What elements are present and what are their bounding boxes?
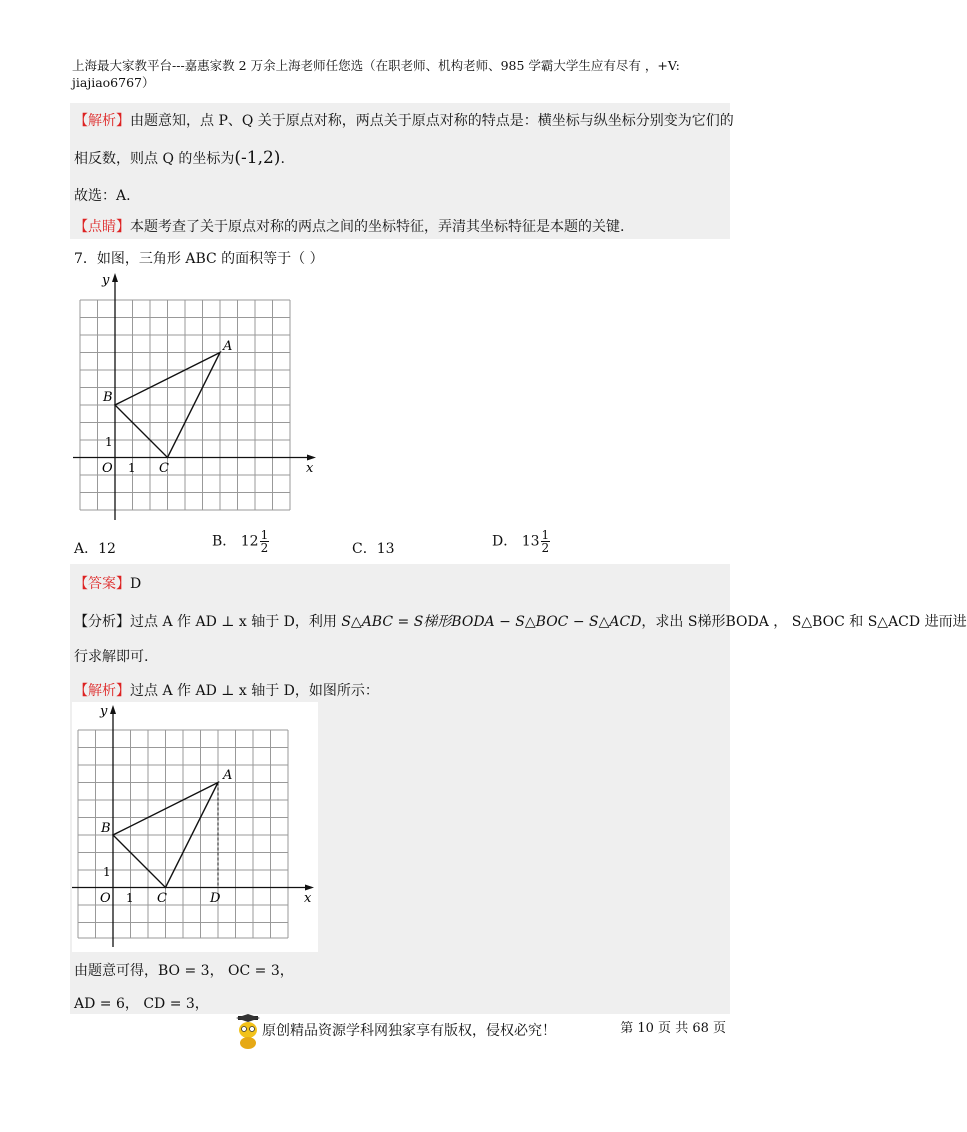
option-b-denominator: 2 <box>260 541 269 555</box>
area-formula: S△ABC = S梯形BODA − S△BOC − S△ACD <box>341 614 642 630</box>
point-b-label-2: B <box>101 821 111 836</box>
option-b-numerator: 1 <box>260 528 269 542</box>
y-axis-arrow <box>112 273 118 282</box>
analysis-line-2: 行求解即可. <box>74 649 149 665</box>
option-b-whole: 12 <box>240 533 259 550</box>
option-d-fraction <box>541 529 551 554</box>
option-d-letter: D． <box>492 533 518 550</box>
x-label: x <box>306 461 314 476</box>
answer-tag: 【答案】 <box>74 576 130 592</box>
prev-solution-period: . <box>280 151 285 167</box>
option-d-numerator: 1 <box>541 528 550 542</box>
page-number: 第 10 页 共 68 页 <box>620 1021 726 1036</box>
analysis-text-pre: 过点 A 作 AD ⊥ x 轴于 D，利用 <box>130 614 342 630</box>
option-c <box>352 538 395 558</box>
origin-label: O <box>102 461 113 476</box>
given-line-2: AD = 6， CD = 3， <box>74 996 209 1012</box>
point-c-label-2: C <box>157 891 167 906</box>
x-unit-label: 1 <box>128 461 136 475</box>
y-label-2: y <box>100 704 108 719</box>
point-b-label: B <box>103 390 113 405</box>
question-figure <box>70 270 330 530</box>
x-unit-label-2: 1 <box>126 891 134 905</box>
y-label: y <box>102 273 110 288</box>
option-b <box>212 529 269 554</box>
point-d-label: D <box>210 891 221 906</box>
prev-solution-choose: 故选：A. <box>74 188 131 204</box>
prev-comment-text: 本题考查了关于原点对称的两点之间的坐标特征，弄清其坐标特征是本题的关键. <box>130 219 625 235</box>
option-b-fraction <box>260 529 270 554</box>
option-a-letter: A． <box>74 541 99 557</box>
solution-figure <box>72 702 322 952</box>
prev-solution-text-1: 由题意知，点 P、Q 关于原点对称，两点关于原点对称的特点是：横坐标与纵坐标分别变为它们的 <box>130 113 734 129</box>
x-axis-arrow-2 <box>305 885 314 891</box>
option-d-denominator: 2 <box>541 541 550 555</box>
option-d-whole: 13 <box>521 533 540 550</box>
analysis-tag: 【分析】 <box>74 614 130 630</box>
prev-solution-line-1 <box>74 110 734 130</box>
solution-line <box>74 680 379 700</box>
solution-text: 过点 A 作 AD ⊥ x 轴于 D，如图所示： <box>130 683 379 699</box>
prev-comment-line <box>74 216 624 236</box>
point-a-label: A <box>223 339 233 354</box>
option-d <box>492 529 550 554</box>
option-c-value: 13 <box>376 541 395 557</box>
option-c-letter: C． <box>352 541 377 557</box>
prev-solution-tag: 【解析】 <box>74 113 130 129</box>
mascot-icon <box>234 1014 262 1050</box>
header-line-2: jiajiao6767） <box>72 75 155 90</box>
q-coordinate: (-1,2) <box>234 148 281 168</box>
option-a <box>74 538 116 558</box>
analysis-text-mid: ，求出 S梯形BODA ， S△BOC 和 S△ACD 进而进 <box>641 614 967 630</box>
origin-label-2: O <box>100 891 111 906</box>
grid <box>80 300 290 510</box>
answer-value: D <box>130 576 142 592</box>
analysis-line-1 <box>74 611 967 631</box>
y-unit-label-2: 1 <box>103 865 111 879</box>
prev-solution-text-2: 相反数，则点 Q 的坐标为 <box>74 151 235 167</box>
y-axis-arrow-2 <box>110 705 116 714</box>
prev-comment-tag: 【点睛】 <box>74 219 130 235</box>
point-c-label: C <box>159 461 169 476</box>
x-label-2: x <box>304 891 312 906</box>
given-line-1: 由题意可得，BO = 3， OC = 3， <box>74 963 294 979</box>
solution-tag: 【解析】 <box>74 683 130 699</box>
option-b-letter: B． <box>212 533 237 550</box>
option-a-value: 12 <box>98 541 116 557</box>
answer-line <box>74 573 141 593</box>
point-a-label-2: A <box>223 768 233 783</box>
y-unit-label: 1 <box>105 435 113 449</box>
x-axis-arrow <box>307 455 316 461</box>
page-header <box>72 57 732 91</box>
header-line-1: 上海最大家教平台---嘉惠家教 2 万余上海老师任您选（在职老师、机构老师、985 学霸大学生应有尽有 ，+V: <box>72 58 680 73</box>
question-text: 7．如图，三角形 ABC 的面积等于（ ） <box>74 251 324 267</box>
copyright-notice: 原创精品资源学科网独家享有版权，侵权必究！ <box>262 1023 556 1039</box>
prev-solution-line-2 <box>74 148 285 168</box>
